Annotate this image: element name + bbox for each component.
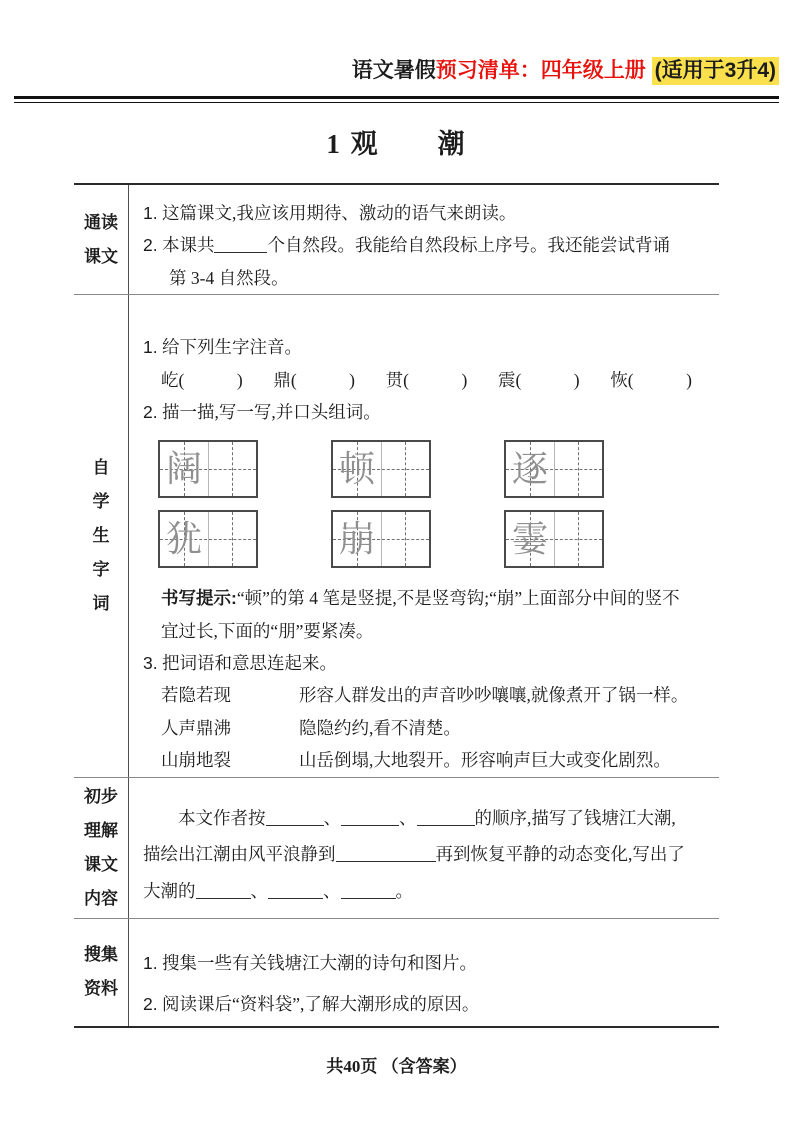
lesson-title: 1 观 潮	[326, 129, 467, 159]
comprehension-line-1: 本文作者按 、 、 的顺序,描写了钱塘江大潮,	[178, 807, 676, 828]
fill-in-blank	[417, 806, 475, 825]
writing-hint-label: 书写提示:	[161, 588, 237, 609]
section-content-self-study	[129, 295, 719, 776]
header-double-rule	[14, 96, 779, 103]
pinyin-char-guan: 贯( )	[385, 369, 468, 390]
tian-grid-box	[331, 440, 431, 498]
comprehension-line-2: 描绘出江潮由风平浪静到 再到恢复平静的动态变化,写出了	[143, 844, 685, 865]
pinyin-annotation-line	[161, 364, 692, 396]
section-content-read-aloud	[129, 185, 719, 294]
grid-row-2	[158, 510, 604, 568]
fill-in-blank	[341, 806, 399, 825]
tian-grid-box	[158, 440, 258, 498]
read-aloud-item-2-cont: 第 3-4 自然段。	[169, 267, 289, 288]
tian-grid-box	[158, 510, 258, 568]
matching-word: 若隐若现	[161, 685, 231, 706]
collect-item-2: 2. 阅读课后“资料袋”,了解大潮形成的原因。	[143, 993, 480, 1014]
matching-meaning: 隐隐约约,看不清楚。	[299, 717, 461, 738]
header-subject: 语文暑假	[351, 59, 436, 82]
practice-char: 崩	[338, 518, 375, 559]
fill-in-blank	[341, 880, 396, 899]
comprehension-line-3: 大潮的 、 、 。	[143, 881, 413, 901]
practice-char: 逐	[511, 448, 548, 489]
header-title-red: 预习清单：四年级上册	[435, 59, 646, 82]
matching-row	[161, 679, 711, 711]
pinyin-char-ding: 鼎( )	[273, 369, 355, 390]
matching-row	[161, 712, 711, 744]
section-content-collect	[129, 919, 719, 1026]
pinyin-char-yi: 屹( )	[161, 369, 243, 390]
collect-item-1: 1. 搜集一些有关钱塘江大潮的诗句和图片。	[143, 952, 477, 973]
section-comprehension	[74, 778, 719, 919]
matching-meaning: 山岳倒塌,大地裂开。形容响声巨大或变化剧烈。	[299, 750, 671, 771]
section-label-comprehension: 初步 理解 课文 内容	[74, 778, 129, 918]
section-read-aloud	[74, 185, 719, 295]
self-study-item-3: 3. 把词语和意思连起来。	[143, 653, 337, 673]
fill-in-blank	[336, 843, 436, 862]
read-aloud-item-2: 2. 本课共 个自然段。我能给自然段标上序号。我还能尝试背诵	[143, 235, 670, 256]
section-collect-materials	[74, 919, 719, 1026]
grid-row-1	[158, 440, 604, 498]
section-label-self-study: 自 学 生 字 词	[74, 295, 129, 776]
matching-word: 人声鼎沸	[161, 717, 231, 738]
self-study-item-1: 1. 给下列生字注音。	[143, 337, 302, 358]
writing-hint: 书写提示:“顿”的第 4 笔是竖提,不是竖弯钩;“崩”上面部分中间的竖不 宜过长,下面的“朋”要紧凑。	[161, 588, 680, 641]
fill-in-blank	[266, 806, 324, 825]
fill-in-blank	[196, 880, 251, 899]
preview-worksheet-table	[74, 183, 719, 1028]
header-grade-badge: (适用于3升4)	[652, 57, 779, 85]
practice-char: 犹	[165, 518, 202, 559]
matching-row	[161, 744, 711, 776]
section-label-read-aloud: 通读 课文	[74, 185, 129, 294]
pinyin-char-zhen: 震( )	[497, 369, 580, 390]
read-aloud-item-1: 1. 这篇课文,我应该用期待、激动的语气来朗读。	[143, 203, 517, 223]
self-study-item-2: 2. 描一描,写一写,并口头组词。	[143, 401, 381, 422]
page-header	[14, 56, 779, 86]
pinyin-char-hui: 恢( )	[610, 369, 692, 390]
tian-grid-box	[504, 510, 604, 568]
fill-in-blank	[214, 234, 267, 253]
section-label-collect: 搜集 资料	[74, 919, 129, 1026]
practice-char: 顿	[338, 448, 375, 489]
matching-word: 山崩地裂	[161, 750, 231, 771]
matching-meaning: 形容人群发出的声音吵吵嚷嚷,就像煮开了锅一样。	[299, 685, 689, 706]
character-practice-grids	[158, 440, 604, 568]
section-content-comprehension	[129, 778, 719, 918]
practice-char: 霎	[511, 518, 548, 559]
tian-grid-box	[331, 510, 431, 568]
tian-grid-box	[504, 440, 604, 498]
fill-in-blank	[268, 880, 323, 899]
page-footer: 共40页 （含答案）	[326, 1057, 467, 1076]
practice-char: 阔	[165, 448, 202, 489]
section-self-study-words	[74, 295, 719, 777]
